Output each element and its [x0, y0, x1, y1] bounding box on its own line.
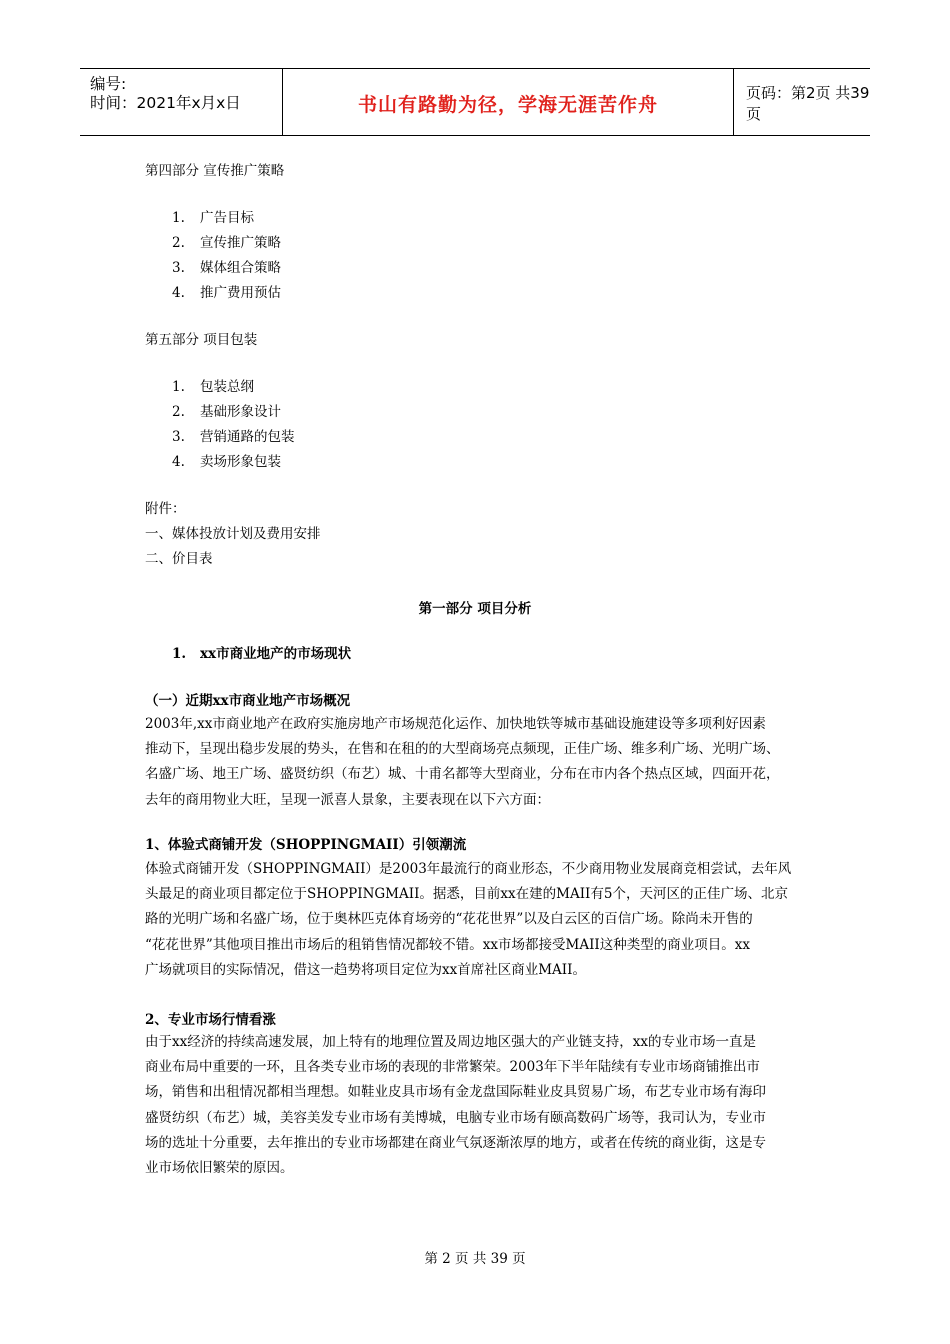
list-item: 4. 卖场形象包装	[172, 454, 281, 470]
list-item: 4. 推广费用预估	[172, 285, 281, 301]
list-item: 3. 营销通路的包装	[172, 429, 295, 445]
header-page-number: 页码：第2页 共39页	[746, 84, 870, 123]
page-footer: 第 2 页 共 39 页	[424, 1251, 526, 1267]
part5-title: 第五部分 项目包装	[145, 332, 258, 348]
paragraph: 2003年,xx市商业地产在政府实施房地产市场规范化运作、加快地铁等城市基础设施建设等多项利好因素 推动下，呈现出稳步发展的势头，在售和在租的的大型商场亮点频现，正佳广场、维多利广场、光明广场、 名盛广场、地王广场、盛贤纺织（布艺）城、十甫名都等大型商业，分布在市内各个热点区域，四面开花， 去年的商用物业大旺，呈现一派喜人景象，主要表现在以下六方面：	[145, 716, 780, 808]
header-motto: 书山有路勤为径，学海无涯苦作舟	[357, 93, 658, 116]
section-heading: 1. xx市商业地产的市场现状	[172, 646, 352, 662]
list-item: 3. 媒体组合策略	[172, 260, 281, 276]
document-number: 编号:	[90, 75, 127, 93]
part1-title: 第一部分 项目分析	[418, 601, 532, 617]
header-meta	[80, 69, 282, 135]
paragraph: 由于xx经济的持续高速发展，加上特有的地理位置及周边地区强大的产业链支持，xx的专业市场一直是 商业布局中重要的一环，且各类专业市场的表现的非常繁荣。2003年下半年陆续有专业市场商铺推出市 场，销售和出租情况都相当理想。如鞋业皮具市场有金龙盘国际鞋业皮具贸易广场，布艺专业市场有海印 盛贤纺织（布艺）城，美容美发专业市场有美博城，电脑专业市场有颐高数码广场等，我司认为，专业市 场的选址十分重要，去年推出的专业市场都建在商业气氛逐渐浓厚的地方，或者在传统的商业街，这是专 业市场依旧繁荣的原因。	[145, 1034, 766, 1177]
paragraph: 体验式商铺开发（SHOPPINGMAII）是2003年最流行的商业形态，不少商用物业发展商竞相尝试，去年风 头最足的商业项目都定位于SHOPPINGMAII。据悉，目前xx在建的MAII有5个，天河区的正佳广场、北京 路的光明广场和名盛广场，位于奥林匹克体育场旁的“花花世界”以及白云区的百信广场。除尚未开售的 “花花世界”其他项目推出市场后的租销售情况都较不错。xx市场都接受MAII这种类型的商业项目。xx 广场就项目的实际情况，借这一趋势将项目定位为xx首席社区商业MAII。	[145, 861, 792, 978]
header-motto-cell	[282, 69, 734, 135]
document-date: 时间：2021年x月x日	[90, 94, 241, 112]
list-item: 1. 包装总纲	[172, 379, 254, 395]
list-item: 1. 广告目标	[172, 210, 254, 226]
point-heading: 1、体验式商铺开发（SHOPPINGMAII）引领潮流	[145, 837, 467, 853]
appendix-title: 附件：	[145, 501, 186, 517]
list-item: 2. 宣传推广策略	[172, 235, 281, 251]
appendix-item: 二、价目表	[145, 551, 213, 567]
appendix-item: 一、媒体投放计划及费用安排	[145, 526, 321, 542]
point-heading: 2、专业市场行情看涨	[145, 1012, 276, 1028]
part4-title: 第四部分 宣传推广策略	[145, 163, 285, 179]
page-header	[80, 68, 870, 136]
list-item: 2. 基础形象设计	[172, 404, 281, 420]
subsection-heading: （一）近期xx市商业地产市场概况	[145, 693, 351, 709]
